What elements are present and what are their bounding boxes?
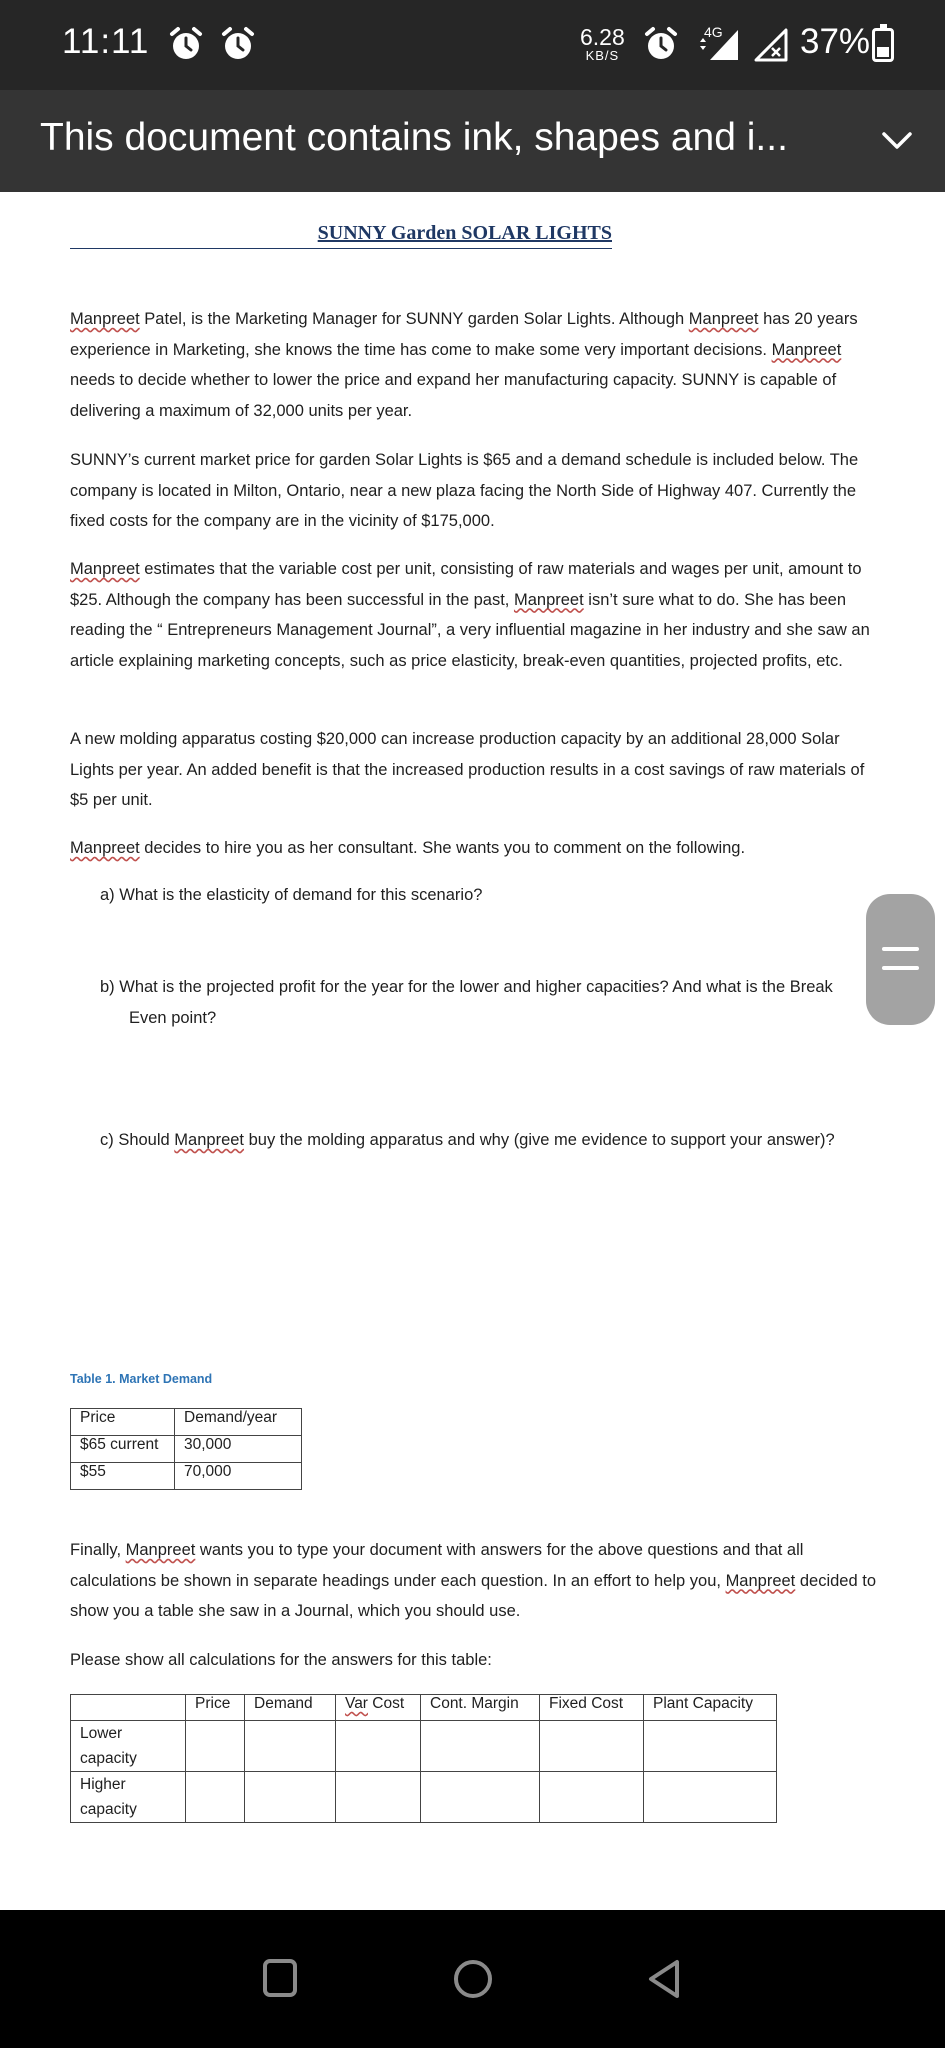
table-row <box>71 1721 777 1772</box>
spell-flag[interactable]: Manpreet <box>688 310 759 328</box>
paragraph-7: Please show all calculations for the answers for this table: <box>70 1651 492 1669</box>
text-run: needs to decide whether to lower the price and expand her manufacturing capacity. SUNNY is capable of delivering a maximum of 32,000 units per year. <box>70 371 837 420</box>
table-row <box>71 1409 302 1436</box>
spell-flag[interactable]: Manpreet <box>771 340 842 359</box>
table-row-label <box>71 1721 186 1772</box>
battery-percent: 37% <box>800 22 871 61</box>
text-run: isn’t sure what to do. She has been reading the “ Entrepreneurs Management Journal”, a very influential magazine in her industry and she saw an article explaining marketing concepts, such as price elasticity, break-even quantities, projected profits, etc. <box>70 590 870 670</box>
question-b-line-1: b) What is the projected profit for the year for the lower and higher capacities? And what is the Break <box>100 978 833 996</box>
signal-icon <box>748 24 790 64</box>
table-cell <box>540 1721 644 1772</box>
spell-flag[interactable]: Manpreet <box>70 839 140 857</box>
row-label-line: capacity <box>80 1801 137 1818</box>
home-circle-icon[interactable] <box>452 1958 494 2000</box>
text-run: Finally, <box>70 1541 126 1559</box>
signal-icon <box>692 24 742 64</box>
paragraph-6 <box>70 1535 880 1627</box>
table-header: Price <box>71 1409 175 1436</box>
network-type: 4G <box>704 24 723 40</box>
table-caption: Table 1. Market Demand <box>70 1372 213 1386</box>
grip-line <box>882 966 919 970</box>
table-header: Demand/year <box>175 1409 302 1436</box>
table-cell <box>245 1772 336 1823</box>
table-cell: 70,000 <box>175 1463 302 1490</box>
table-header: Fixed Cost <box>540 1695 644 1721</box>
table-cell: 30,000 <box>175 1436 302 1463</box>
text-run: decides to hire you as her consultant. She wants you to comment on the following. <box>139 839 746 857</box>
alarm-icon <box>220 26 256 62</box>
row-label-line: Lower <box>80 1725 123 1742</box>
text-run: wants you to type your document with answers for the above questions and that all calculations be shown in separate headings under each question. In an effort to help you, <box>70 1541 804 1590</box>
text-run: has 20 years experience in Marketing, she knows the time has come to make some very important decisions. <box>70 310 858 359</box>
paragraph-1 <box>70 304 880 426</box>
document-page[interactable] <box>0 192 945 1910</box>
table-row-label <box>71 1772 186 1823</box>
heading-text: SUNNY Garden SOLAR LIGHTS <box>317 222 612 244</box>
calculations-table <box>70 1694 777 1823</box>
spell-flag[interactable]: Manpreet <box>125 1541 196 1559</box>
table-cell <box>421 1772 540 1823</box>
paragraph-3 <box>70 554 880 676</box>
text-run: estimates that the variable cost per unit, consisting of raw materials and wages per unit, amount to $25. Although the company has been successful in the past, <box>70 560 862 609</box>
question-b <box>100 972 860 1033</box>
paragraph-4: A new molding apparatus costing $20,000 can increase production capacity by an additional 28,000 Solar Lights per year. An added benefit is that the increased production results in a cost savings of raw materials of $5 per unit. <box>70 730 865 809</box>
table-cell <box>245 1721 336 1772</box>
spell-flag[interactable]: Manpreet <box>725 1571 796 1590</box>
row-label-line: capacity <box>80 1750 137 1767</box>
table-cell <box>186 1721 245 1772</box>
table-row <box>71 1463 302 1490</box>
spell-flag[interactable]: Manpreet <box>513 590 584 609</box>
table-header: Cont. Margin <box>421 1695 540 1721</box>
market-demand-table <box>70 1408 302 1490</box>
recents-square-icon[interactable] <box>262 1958 298 1998</box>
table-cell <box>336 1772 421 1823</box>
paragraph-5 <box>70 833 880 864</box>
table-cell <box>421 1721 540 1772</box>
table-row <box>71 1695 777 1721</box>
table-cell <box>644 1721 777 1772</box>
table-cell <box>186 1772 245 1823</box>
network-speed-value: 6.28 <box>580 24 625 50</box>
table-cell <box>644 1772 777 1823</box>
chevron-down-icon[interactable] <box>879 126 915 156</box>
table-header <box>336 1695 421 1721</box>
app-bar <box>0 90 945 192</box>
navigation-bar <box>0 1910 945 2048</box>
text-run: buy the molding apparatus and why (give me evidence to support your answer)? <box>244 1131 835 1149</box>
battery-icon <box>872 28 894 62</box>
document-heading <box>70 222 612 249</box>
text-run: c) Should <box>100 1131 175 1149</box>
table-cell <box>336 1721 421 1772</box>
spell-flag[interactable]: Manpreet <box>70 560 140 578</box>
text-run: Patel, is the Marketing Manager for SUNNY garden Solar Lights. Although <box>139 310 689 328</box>
alarm-icon <box>643 26 679 62</box>
spell-flag[interactable]: Var <box>345 1695 368 1712</box>
question-c <box>100 1125 860 1156</box>
fast-scroll-handle[interactable] <box>866 894 935 1025</box>
status-bar <box>0 0 945 90</box>
alarm-icon <box>168 26 204 62</box>
spell-flag[interactable]: Manpreet <box>174 1131 245 1149</box>
back-triangle-icon[interactable] <box>646 1958 682 2000</box>
question-b-line-2: Even point? <box>129 1008 217 1027</box>
text-run: decided to show you a table she saw in a Journal, which you should use. <box>70 1571 877 1620</box>
spell-flag[interactable]: Manpreet <box>70 310 140 328</box>
table-header: Plant Capacity <box>644 1695 777 1721</box>
table-header: Demand <box>245 1695 336 1721</box>
table-row <box>71 1436 302 1463</box>
table-header: Price <box>186 1695 245 1721</box>
table-header <box>71 1695 186 1721</box>
table-cell <box>540 1772 644 1823</box>
battery-level <box>877 47 889 57</box>
status-time: 11:11 <box>62 22 150 61</box>
question-a: a) What is the elasticity of demand for this scenario? <box>100 886 483 904</box>
document-title[interactable]: This document contains ink, shapes and i... <box>40 116 788 159</box>
network-speed-unit: KB/S <box>585 48 620 63</box>
paragraph-2: SUNNY’s current market price for garden Solar Lights is $65 and a demand schedule is included below. The company is located in Milton, Ontario, near a new plaza facing the North Side of Highway 407. Currently the fixed costs for the company are in the vicinity of $175,000. <box>70 451 859 530</box>
network-speed <box>580 26 625 62</box>
row-label-line: Higher <box>80 1776 126 1793</box>
table-row <box>71 1772 777 1823</box>
grip-line <box>882 947 919 951</box>
table-cell: $65 current <box>71 1436 175 1463</box>
text-run: Cost <box>367 1695 405 1712</box>
table-cell: $55 <box>71 1463 175 1490</box>
